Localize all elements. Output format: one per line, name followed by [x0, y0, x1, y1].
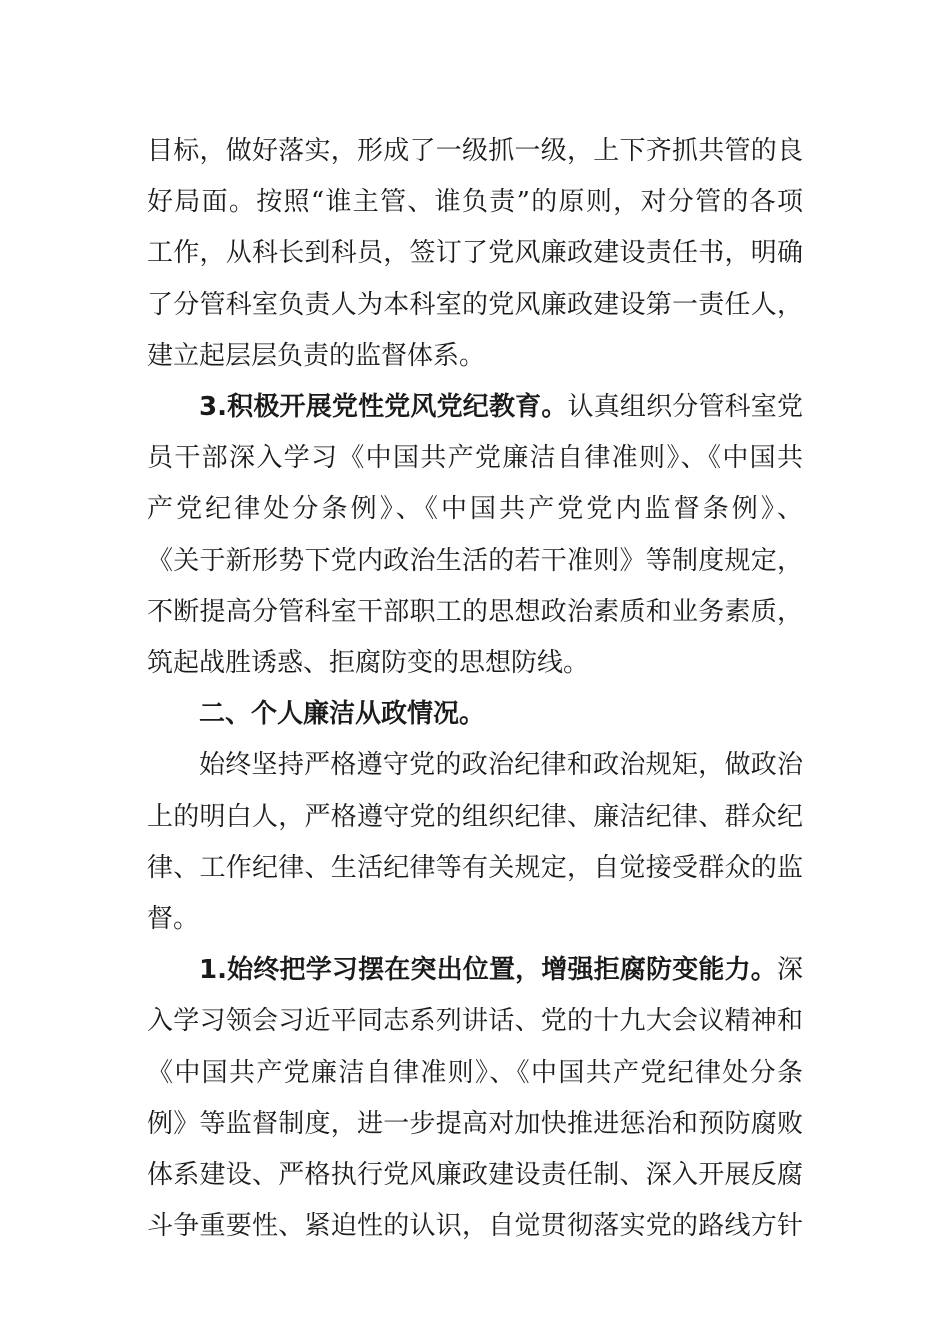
text-line: 始终坚持严格遵守党的政治纪律和政治规矩，做政治: [199, 750, 803, 781]
text-run: 深: [776, 955, 803, 986]
text-line: 《中国共产党廉洁自律准则》、《中国共产党纪律处分条: [147, 1057, 803, 1088]
text-line: [147, 382, 803, 433]
text-line: [147, 945, 803, 996]
document-body: [147, 126, 803, 1252]
text-line: 斗争重要性、紧迫性的认识，自觉贯彻落实党的路线方针: [147, 1211, 803, 1242]
text-line: 律、工作纪律、生活纪律等有关规定，自觉接受群众的监: [147, 852, 803, 883]
text-line: 体系建设、严格执行党风廉政建设责任制、深入开展反腐: [147, 1160, 803, 1191]
text-line: 《关于新形势下党内政治生活的若干准则》等制度规定，: [147, 545, 803, 576]
paragraph-heading: 1.始终把学习摆在突出位置，增强拒腐防变能力。: [199, 955, 777, 986]
text-line: 入学习领会习近平同志系列讲话、党的十九大会议精神和: [147, 1006, 803, 1037]
text-run: 认真组织分管科室党: [567, 392, 803, 423]
text-line: 了分管科室负责人为本科室的党风廉政建设第一责任人，: [147, 289, 803, 320]
text-line: 督。: [147, 904, 200, 935]
paragraph-education: [147, 382, 803, 689]
text-line: 好局面。按照“谁主管、谁负责”的原则，对分管的各项: [147, 187, 803, 218]
paragraph-discipline: [147, 740, 803, 945]
text-line: 员干部深入学习《中国共产党廉洁自律准则》、《中国共: [147, 443, 803, 474]
text-line: 建立起层层负责的监督体系。: [147, 340, 486, 371]
text-line: 工作，从科长到科员，签订了党风廉政建设责任书，明确: [147, 238, 803, 269]
text-line: 不断提高分管科室干部职工的思想政治素质和业务素质，: [147, 596, 803, 627]
text-line: 目标，做好落实，形成了一级抓一级，上下齐抓共管的良: [147, 136, 803, 166]
paragraph-responsibility-system: [147, 126, 803, 382]
paragraph-study: [147, 945, 803, 1252]
text-line: 例》等监督制度，进一步提高对加快推进惩治和预防腐败: [147, 1108, 803, 1139]
section-title: [147, 689, 803, 740]
text-line: 上的明白人，严格遵守党的组织纪律、廉洁纪律、群众纪: [147, 801, 803, 832]
text-line: 筑起战胜诱惑、拒腐防变的思想防线。: [147, 648, 590, 679]
section-heading: 二、个人廉洁从政情况。: [199, 699, 486, 730]
paragraph-heading: 3.积极开展党性党风党纪教育。: [199, 392, 568, 423]
text-line: 产党纪律处分条例》、《中国共产党党内监督条例》、: [147, 494, 803, 525]
